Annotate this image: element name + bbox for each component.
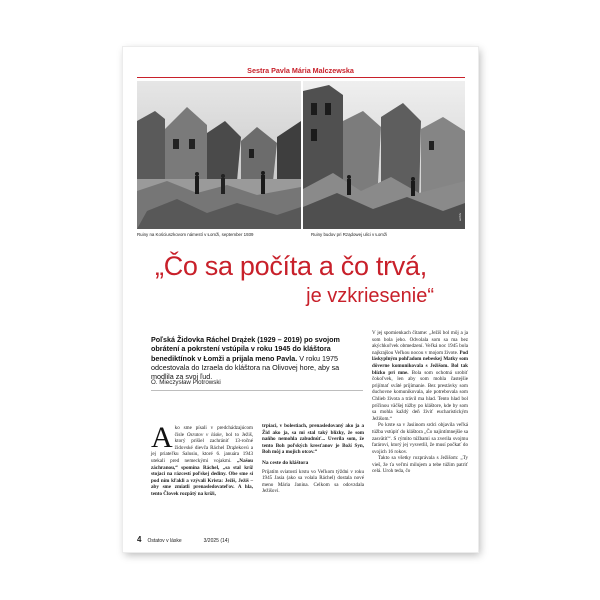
col2-text: Prijatím sviatostí krstu vo Veľkom týždni v roku 1945 Jasia (ako sa volala Ráchel) dostala nové meno Mária Janina. Celkom sa odovzdala Ježišovi.: [262, 468, 364, 495]
col1-quote: „Našou záchranou,“ spomína Ráchel, „sa stal kríž stojaci na rázcestí poľskej dediny. Obe sme si pod ním kľakli a vzývali Krista: Ježiš, Ježiš – aby sme zmiatli prenasledovateľov. A hla, tento Človek rozpätý na kríži,: [151, 457, 253, 497]
magazine-name: Ostatov v láske: [147, 538, 182, 544]
article-title-line2: je vzkriesenie“: [306, 285, 434, 307]
body-column-3: [372, 330, 468, 475]
body-column-2: [262, 423, 364, 495]
col1-text2: , bol to Ježiš, ktorý prišiel zachrániť 13-ročné židovské dievča Ráchel Drążekovú a jej priateľku Salusiu, ktoré 6. januára 1943 utekali pred nemeckými vojakmi.: [151, 431, 253, 464]
drop-cap: A: [151, 421, 173, 454]
col3-paragraph-3: Takto sa všetky rozprávala s Ježišom: „Ty vieš, že ťa veľmi milujem a tebe túžim patriť celá. Uroh teda, čo: [372, 455, 468, 475]
section-header: Sestra Pavla Mária Malczewska: [247, 66, 354, 75]
body-column-1: [151, 421, 253, 498]
photo-rzadowa-street-ruins: [303, 81, 465, 229]
article-lead: [151, 335, 363, 381]
lead-bold: Poľská Židovka Ráchel Drążek (1929 – 2019) po svojom obrátení a pokrstení vstúpila v roku 1945 do kláštora benediktínok v Łomži a prijala meno Pavla.: [151, 335, 340, 363]
col3-paragraph-2: Po krste sa v Jasiinom srdci objavila veľká túžba vstúpiť do kláštora „Čo najintímnejšie sa zasvätiť“. S rýmito túžbami sa zverila svojmu farárovi, ktorý jej vysvetlil, že musí počkať do svojich 16 rokov.: [372, 422, 468, 455]
right-photo-caption: Ruiny budov pri Rządowej ulici v Łomži: [311, 232, 388, 237]
photo-kosciuszko-square-ruins: [137, 81, 301, 229]
magazine-page: [123, 47, 478, 552]
photo-credit: archív: [458, 212, 462, 221]
col3-paragraph-1: V jej spomienkach čítame: „Ježiš bol môj a ja som bola jeho. Odvolala som sa ma bez akýchkoľvek obmedzení. Veľká noc 1945 bola najkrajšou Veľkou nocou v mojom živote. Pod láskyplným pohľadom nebeskej Matky som dôverne komunikovala s Ježišom. Bol tak blízko pri mne. Bola som ochotná urobiť čokoľvek, len aby som mohla častejšie prijímať sväté prijímanie. Bez prestávky som duchovne komunikovala, ale potrebovala som Chlieb života a trávil ma hlad. Tento hlad bol príčinou väčšej túžby po kláštore, kde by som sa mohla každý deň živiť eucharistickým Ježišom.“: [372, 330, 468, 422]
left-photo-caption: Ruiny na Kościuszkovom námestí v Łomži, september 1939: [137, 232, 254, 237]
col1-text: ko sme písali v predchádzajúcom čísle: [174, 425, 253, 438]
col2-quote: trpiaci, v bolestiach, prenasledovaný ako ja a Žid ako ja, sa mi stal taký blízky, že som naňho nemohla zabudnúť... Uverila som, že tento Boh poľských kresťanov je Boží Syn, Boh môj a mojich otcov.“: [262, 423, 364, 456]
page-number: 4: [137, 535, 142, 544]
header-rule: [137, 77, 465, 78]
issue-number: 3/2025 (14): [203, 538, 230, 544]
article-title-line1: „Čo sa počíta a čo trvá,: [155, 251, 427, 281]
col3-bold: Pod láskyplným pohľadom nebeskej Matky som dôverne komunikovala s Ježišom. Bol tak blízko pri mne.: [372, 349, 468, 376]
subheading-na-ceste-do-klastora: Na ceste do kláštora: [262, 459, 309, 466]
col1-magazine-ref: Osratov v láske: [186, 431, 222, 438]
article-author: O. Mieczysław Piotrowski: [151, 379, 221, 386]
lead-rest: V roku 1975 odcestovala do Izraela do kláštora na Olivovej hore, aby sa modlila za svoj ľud.: [151, 353, 340, 382]
page-footer: [137, 535, 229, 544]
author-rule: [151, 390, 363, 391]
